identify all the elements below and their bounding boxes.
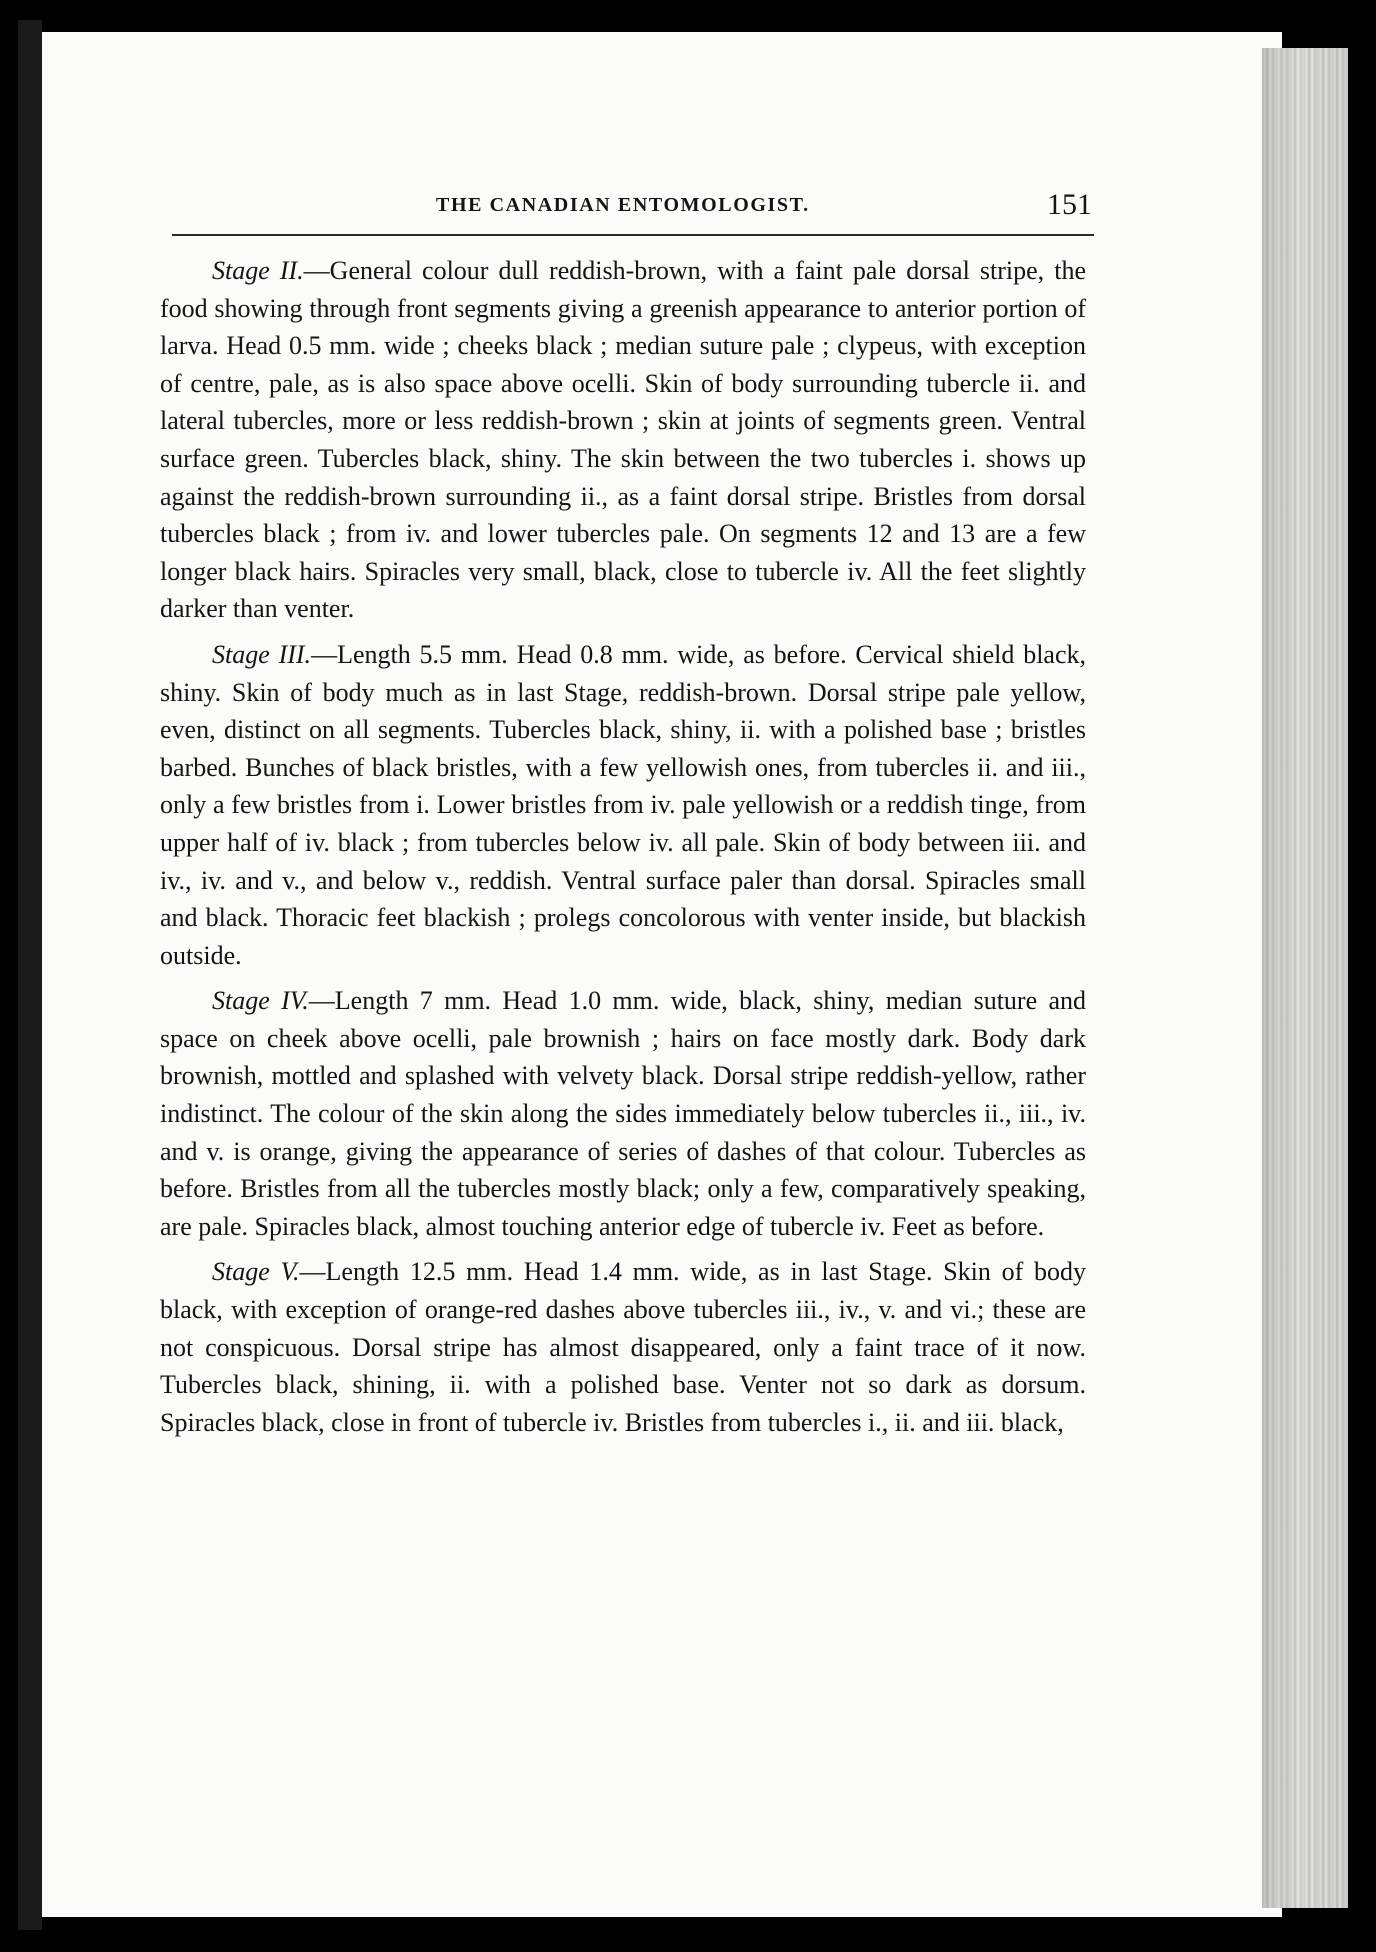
paragraph-stage-iii <box>160 636 1086 974</box>
header-rule <box>172 234 1094 236</box>
paragraph-text: —Length 5.5 mm. Head 0.8 mm. wide, as before. Cervical shield black, shiny. Skin of body much as in last Stage, reddish-brown. Dorsal stripe pale yellow, even, distinct on all segments. Tubercles black, shiny, ii. with a polished base ; bristles barbed. Bunches of black bristles, with a few yellowish ones, from tubercles ii. and iii., only a few bristles from i. Lower bristles from iv. pale yellowish or a reddish tinge, from upper half of iv. black ; from tubercles below iv. all pale. Skin of body between iii. and iv., iv. and v., and below v., reddish. Ventral surface paler than dorsal. Spiracles small and black. Thoracic feet blackish ; prolegs concolorous with venter inside, but blackish outside. <box>160 639 1086 970</box>
paragraph-text: —General colour dull reddish-brown, with a faint pale dorsal stripe, the food showing through front segments giving a greenish appearance to anterior portion of larva. Head 0.5 mm. wide ; cheeks black ; median suture pale ; clypeus, with exception of centre, pale, as is also space above ocelli. Skin of body surrounding tubercle ii. and lateral tubercles, more or less reddish-brown ; skin at joints of segments green. Ventral surface green. Tubercles black, shiny. The skin between the two tubercles i. shows up against the reddish-brown surrounding ii., as a faint dorsal stripe. Bristles from dorsal tubercles black ; from iv. and lower tubercles pale. On segments 12 and 13 are a few longer black hairs. Spiracles very small, black, close to tubercle iv. All the feet slightly darker than venter. <box>160 256 1086 624</box>
page-number: 151 <box>1047 188 1092 221</box>
paragraph-text: —Length 12.5 mm. Head 1.4 mm. wide, as in last Stage. Skin of body black, with exception of orange-red dashes above tubercles iii., iv., v. and vi.; these are not conspicuous. Dorsal stripe has almost disappeared, only a faint trace of it now. Tubercles black, shining, ii. with a polished base. Venter not so dark as dorsum. Spiracles black, close in front of tubercle iv. Bristles from tubercles i., ii. and iii. black, <box>160 1257 1087 1437</box>
stage-heading: Stage V. <box>212 1257 300 1287</box>
running-head <box>160 188 1100 232</box>
stage-heading: Stage III. <box>212 639 312 669</box>
binding-gutter <box>18 20 42 1930</box>
paragraph-text: —Length 7 mm. Head 1.0 mm. wide, black, shiny, median suture and space on cheek above ocelli, pale brownish ; hairs on face mostly dark. Body dark brownish, mottled and splashed with velvety black. Dorsal stripe reddish-yellow, rather indistinct. The colour of the skin along the sides immediately below tubercles ii., iii., iv. and v. is orange, giving the appearance of series of dashes of that colour. Tubercles as before. Bristles from all the tubercles mostly black; only a few, comparatively speaking, are pale. Spiracles black, almost touching anterior edge of tubercle iv. Feet as before. <box>160 986 1086 1241</box>
stage-heading: Stage IV. <box>212 986 309 1016</box>
paragraph-stage-ii <box>160 252 1086 628</box>
paragraph-stage-iv <box>160 982 1086 1245</box>
running-title: THE CANADIAN ENTOMOLOGIST. <box>436 194 810 216</box>
page-edge-shadow <box>1262 48 1348 1908</box>
body-text <box>160 252 1086 1449</box>
stage-heading: Stage II. <box>212 256 304 285</box>
paragraph-stage-v <box>160 1253 1086 1441</box>
